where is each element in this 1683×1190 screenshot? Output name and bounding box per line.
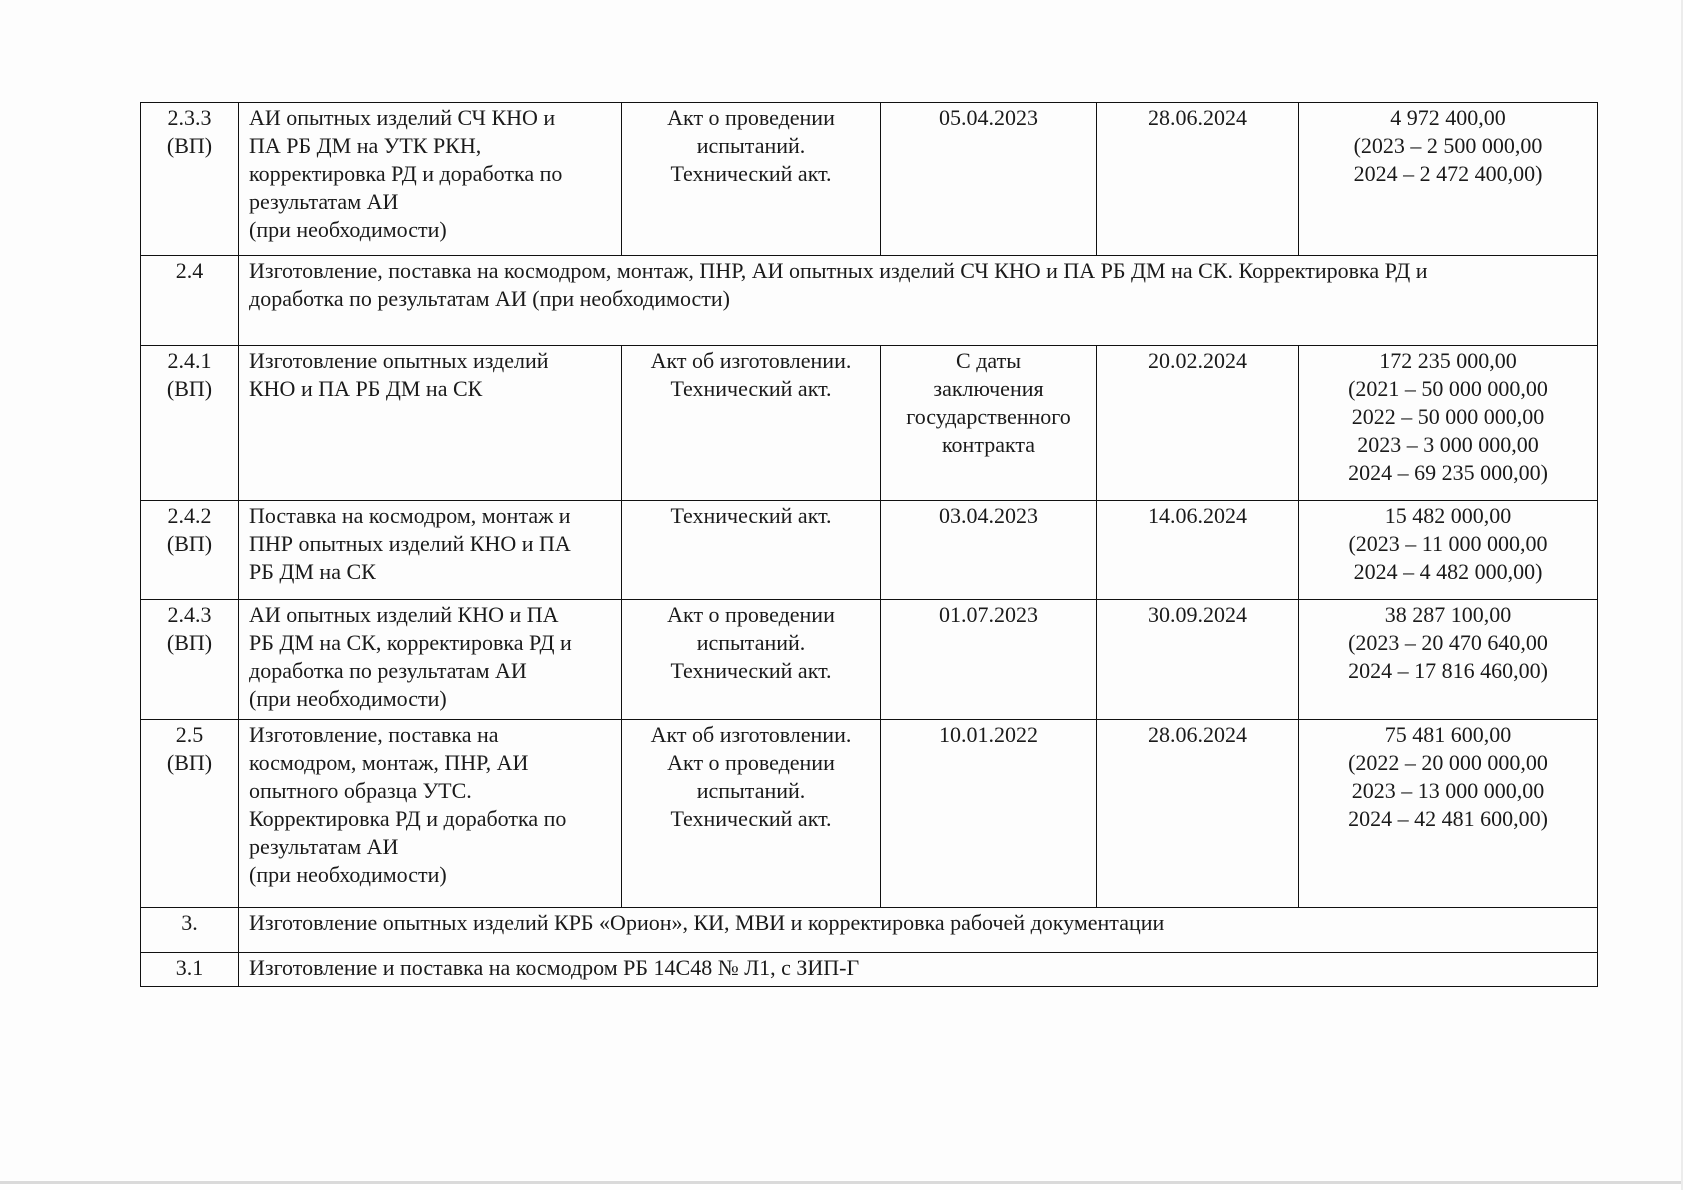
table-row	[141, 103, 1598, 256]
cost: 15 482 000,00 (2023 – 11 000 000,00 2024 – 4 482 000,00)	[1299, 501, 1598, 600]
table-row	[141, 501, 1598, 600]
section-title: Изготовление и поставка на космодром РБ 14С48 № Л1, с ЗИП-Г	[239, 953, 1598, 987]
report-document: Акт о проведении испытаний. Технический акт.	[622, 103, 881, 256]
end-date: 28.06.2024	[1097, 103, 1299, 256]
row-number: 2.4.1 (ВП)	[141, 346, 239, 501]
section-row	[141, 256, 1598, 346]
section-row	[141, 908, 1598, 953]
report-document: Акт об изготовлении. Технический акт.	[622, 346, 881, 501]
row-number: 3.	[141, 908, 239, 953]
row-number: 2.4.2 (ВП)	[141, 501, 239, 600]
row-number: 2.4.3 (ВП)	[141, 600, 239, 720]
section-title: Изготовление опытных изделий КРБ «Орион», КИ, МВИ и корректировка рабочей документации	[239, 908, 1598, 953]
row-number: 2.5 (ВП)	[141, 720, 239, 908]
stage-name: Поставка на космодром, монтаж и ПНР опытных изделий КНО и ПА РБ ДМ на СК	[239, 501, 622, 600]
table-row	[141, 720, 1598, 908]
stage-name: Изготовление, поставка на космодром, монтаж, ПНР, АИ опытного образца УТС. Корректировка РД и доработка по результатам АИ (при необходимости)	[239, 720, 622, 908]
end-date: 30.09.2024	[1097, 600, 1299, 720]
table-row	[141, 346, 1598, 501]
start-date: 10.01.2022	[881, 720, 1097, 908]
report-document: Акт о проведении испытаний. Технический акт.	[622, 600, 881, 720]
end-date: 28.06.2024	[1097, 720, 1299, 908]
stage-name: Изготовление опытных изделий КНО и ПА РБ ДМ на СК	[239, 346, 622, 501]
section-row	[141, 953, 1598, 987]
start-date: 05.04.2023	[881, 103, 1097, 256]
report-document: Акт об изготовлении. Акт о проведении испытаний. Технический акт.	[622, 720, 881, 908]
cost: 38 287 100,00 (2023 – 20 470 640,00 2024 – 17 816 460,00)	[1299, 600, 1598, 720]
end-date: 20.02.2024	[1097, 346, 1299, 501]
start-date: 03.04.2023	[881, 501, 1097, 600]
start-date: С даты заключения государственного контракта	[881, 346, 1097, 501]
row-number: 2.3.3 (ВП)	[141, 103, 239, 256]
start-date: 01.07.2023	[881, 600, 1097, 720]
report-document: Технический акт.	[622, 501, 881, 600]
stage-name: АИ опытных изделий КНО и ПА РБ ДМ на СК, корректировка РД и доработка по результатам АИ (при необходимости)	[239, 600, 622, 720]
scan-edge-bottom	[0, 1181, 1683, 1184]
schedule-table	[140, 102, 1598, 987]
row-number: 3.1	[141, 953, 239, 987]
row-number: 2.4	[141, 256, 239, 346]
end-date: 14.06.2024	[1097, 501, 1299, 600]
table-row	[141, 600, 1598, 720]
stage-name: АИ опытных изделий СЧ КНО и ПА РБ ДМ на УТК РКН, корректировка РД и доработка по результатам АИ (при необходимости)	[239, 103, 622, 256]
cost: 75 481 600,00 (2022 – 20 000 000,00 2023 – 13 000 000,00 2024 – 42 481 600,00)	[1299, 720, 1598, 908]
cost: 4 972 400,00 (2023 – 2 500 000,00 2024 – 2 472 400,00)	[1299, 103, 1598, 256]
section-title: Изготовление, поставка на космодром, монтаж, ПНР, АИ опытных изделий СЧ КНО и ПА РБ ДМ на СК. Корректировка РД и доработка по результатам АИ (при необходимости)	[239, 256, 1598, 346]
cost: 172 235 000,00 (2021 – 50 000 000,00 2022 – 50 000 000,00 2023 – 3 000 000,00 2024 – 69 235 000,00)	[1299, 346, 1598, 501]
